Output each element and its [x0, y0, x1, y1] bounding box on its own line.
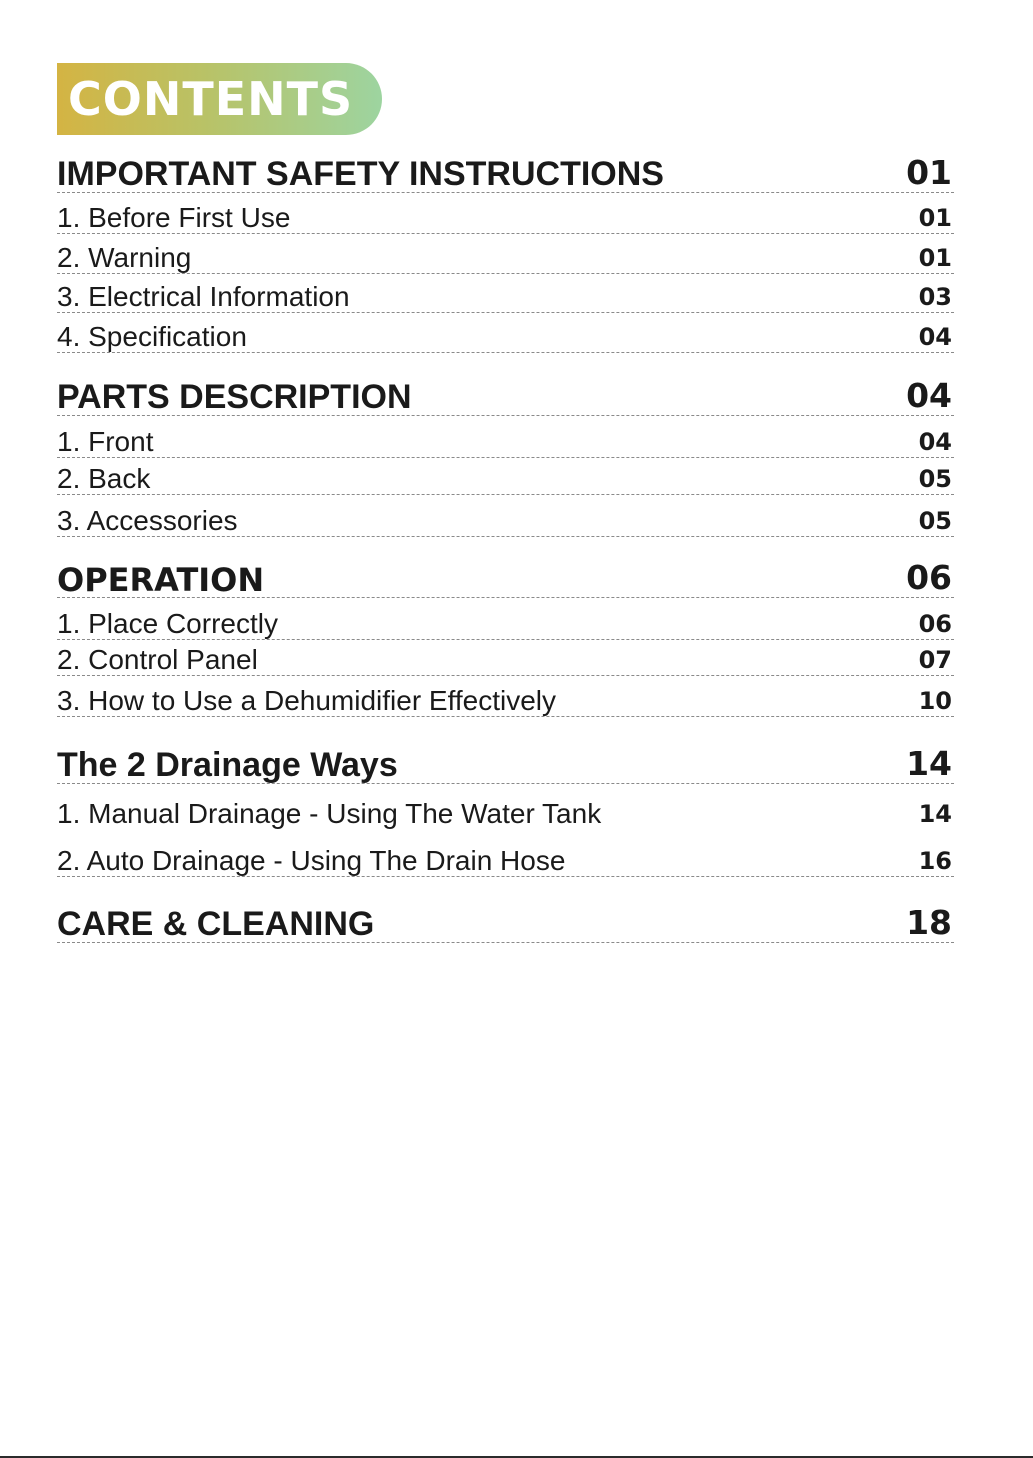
item-page-number: 01 — [918, 204, 952, 232]
item-label: 3. Electrical Information — [57, 281, 350, 312]
section-title: IMPORTANT SAFETY INSTRUCTIONS — [57, 155, 664, 193]
section-page-number: 01 — [906, 153, 952, 192]
section-page-number: 06 — [906, 558, 952, 597]
item-page-number: 14 — [918, 800, 952, 828]
section-title: The 2 Drainage Ways — [57, 746, 398, 784]
item-page-number: 05 — [918, 465, 952, 493]
item-page-number: 01 — [918, 244, 952, 272]
toc-item[interactable] — [57, 192, 954, 234]
item-label: 2. Back — [57, 463, 151, 494]
toc-section-parts[interactable] — [57, 375, 954, 416]
item-label: 1. Before First Use — [57, 202, 291, 233]
item-page-number: 04 — [918, 323, 952, 351]
item-page-number: 16 — [918, 847, 952, 875]
item-page-number: 07 — [918, 646, 952, 674]
toc-item[interactable] — [57, 457, 954, 495]
item-label: 1. Manual Drainage - Using The Water Tank — [57, 798, 602, 829]
toc-section-safety[interactable] — [57, 150, 954, 193]
item-label: 1. Front — [57, 426, 154, 457]
item-page-number: 04 — [918, 428, 952, 456]
item-label: 2. Auto Drainage - Using The Drain Hose — [57, 845, 566, 876]
toc-item[interactable] — [57, 494, 954, 537]
toc-item[interactable] — [57, 597, 954, 640]
toc-item[interactable] — [57, 829, 954, 877]
item-label: 4. Specification — [57, 321, 247, 352]
section-title: OPERATION — [57, 561, 265, 599]
item-label: 3. How to Use a Dehumidifier Effectively — [57, 685, 557, 716]
item-page-number: 06 — [918, 610, 952, 638]
item-page-number: 10 — [918, 687, 952, 715]
section-title: CARE & CLEANING — [57, 905, 375, 943]
section-title: PARTS DESCRIPTION — [57, 378, 412, 416]
toc-item[interactable] — [57, 783, 954, 829]
section-page-number: 14 — [906, 744, 952, 783]
item-label: 2. Warning — [57, 242, 192, 273]
item-label: 2. Control Panel — [57, 644, 258, 675]
item-page-number: 03 — [918, 283, 952, 311]
contents-banner — [57, 63, 382, 135]
toc-item[interactable] — [57, 639, 954, 676]
section-page-number: 18 — [906, 903, 952, 942]
item-label: 3. Accessories — [57, 505, 238, 536]
item-page-number: 05 — [918, 507, 952, 535]
toc-section-care[interactable] — [57, 896, 954, 943]
toc-item[interactable] — [57, 312, 954, 353]
toc-item[interactable] — [57, 233, 954, 274]
section-page-number: 04 — [906, 376, 952, 415]
toc-item[interactable] — [57, 675, 954, 717]
toc-section-drainage[interactable] — [57, 738, 954, 784]
toc-section-operation[interactable] — [57, 555, 954, 598]
toc-item[interactable] — [57, 273, 954, 313]
contents-title: CONTENTS — [68, 72, 354, 126]
item-label: 1. Place Correctly — [57, 608, 278, 639]
toc-item[interactable] — [57, 415, 954, 458]
